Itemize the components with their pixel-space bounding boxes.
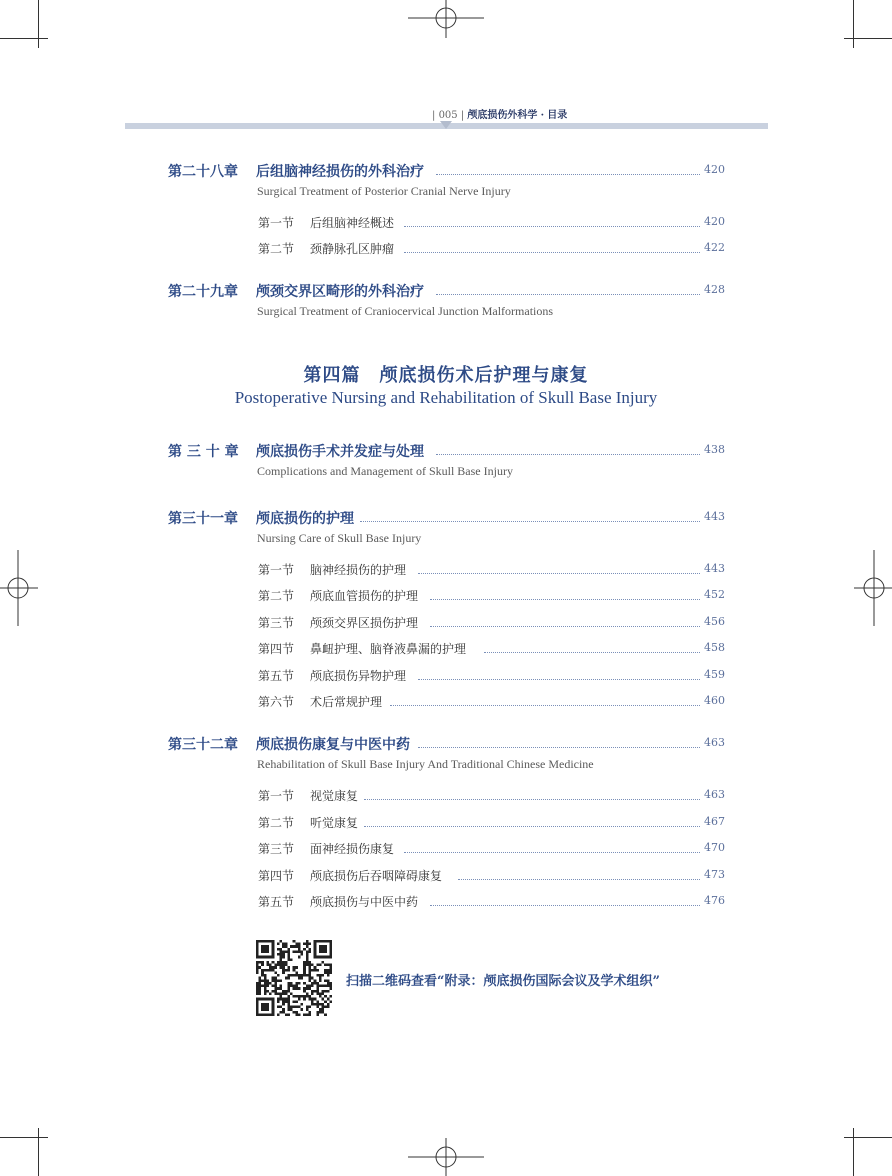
chapter-english-title: Complications and Management of Skull Base Injury xyxy=(257,464,513,478)
section-label: 第六节 xyxy=(258,695,295,709)
page-number: 473 xyxy=(704,868,725,881)
section-label: 第四节 xyxy=(258,869,295,883)
section-title: 颅底损伤后吞咽障碍康复 xyxy=(310,867,445,884)
registration-mark-top xyxy=(406,0,486,40)
header-notch xyxy=(440,121,452,129)
page-number: 476 xyxy=(704,894,725,907)
page-number: 422 xyxy=(704,241,725,254)
dot-leader xyxy=(418,679,700,680)
section-label: 第二节 xyxy=(258,816,295,830)
section-label: 第一节 xyxy=(258,216,295,230)
toc-chapter-29[interactable] xyxy=(0,281,892,301)
section-label: 第一节 xyxy=(258,789,295,803)
chapter-title: 颅底损伤的护理 xyxy=(256,508,358,528)
section-title: 术后常规护理 xyxy=(310,693,385,710)
toc-section[interactable] xyxy=(0,693,892,713)
section-title: 颈静脉孔区肿瘤 xyxy=(310,240,397,257)
dot-leader xyxy=(430,599,700,600)
header-book-title: 颅底损伤外科学 xyxy=(467,110,538,121)
toc-chapter-31[interactable] xyxy=(0,508,892,528)
page-number: 443 xyxy=(704,510,725,523)
dot-leader xyxy=(364,799,700,800)
running-header: | 005 | 颅底损伤外科学 · 目录 xyxy=(432,110,568,121)
chapter-english-title: Rehabilitation of Skull Base Injury And Traditional Chinese Medicine xyxy=(257,757,594,771)
dot-leader xyxy=(360,521,700,522)
chapter-label: 第三十二章 xyxy=(168,737,238,753)
section-title: 后组脑神经概述 xyxy=(310,214,397,231)
dot-leader xyxy=(430,626,700,627)
toc-section[interactable] xyxy=(0,587,892,607)
toc-section[interactable] xyxy=(0,561,892,581)
dot-leader xyxy=(404,852,700,853)
page-number: 470 xyxy=(704,841,725,854)
section-title: 颅底损伤异物护理 xyxy=(310,667,409,684)
toc-section[interactable] xyxy=(0,787,892,807)
dot-leader xyxy=(404,226,700,227)
page-number: 443 xyxy=(704,562,725,575)
toc-section[interactable] xyxy=(0,867,892,887)
toc-section[interactable] xyxy=(0,240,892,260)
chapter-title: 颅颈交界区畸形的外科治疗 xyxy=(256,281,428,301)
chapter-title: 后组脑神经损伤的外科治疗 xyxy=(256,161,428,181)
chapter-label: 第三十一章 xyxy=(168,511,238,527)
toc-section[interactable] xyxy=(0,667,892,687)
section-label: 第三节 xyxy=(258,842,295,856)
page-number: 460 xyxy=(704,694,725,707)
dot-leader xyxy=(418,747,700,748)
section-title: 鼻衄护理、脑脊液鼻漏的护理 xyxy=(310,640,469,657)
section-label: 第四节 xyxy=(258,642,295,656)
page-number: 420 xyxy=(704,163,725,176)
toc-section[interactable] xyxy=(0,893,892,913)
page-number: 452 xyxy=(704,588,725,601)
toc-section[interactable] xyxy=(0,214,892,234)
toc-section[interactable] xyxy=(0,640,892,660)
dot-leader xyxy=(436,294,700,295)
chapter-title: 颅底损伤康复与中医中药 xyxy=(256,734,414,754)
section-label: 第三节 xyxy=(258,616,295,630)
section-title: 颅底损伤与中医中药 xyxy=(310,893,421,910)
page-number: 467 xyxy=(704,815,725,828)
toc-section[interactable] xyxy=(0,814,892,834)
header-separator: · xyxy=(540,110,545,121)
dot-leader xyxy=(436,454,700,455)
chapter-title: 颅底损伤手术并发症与处理 xyxy=(256,441,428,461)
chapter-english-title: Surgical Treatment of Posterior Cranial Nerve Injury xyxy=(257,184,511,198)
part-english-title: Postoperative Nursing and Rehabilitation of Skull Base Injury xyxy=(234,388,658,407)
chapter-label: 第二十九章 xyxy=(168,284,238,300)
dot-leader xyxy=(484,652,700,653)
page-number: 428 xyxy=(704,283,725,296)
dot-leader xyxy=(418,573,700,574)
qr-caption: 扫描二维码查看“附录：颅底损伤国际会议及学术组织” xyxy=(346,974,660,989)
section-title: 视觉康复 xyxy=(310,787,361,804)
page-number: 463 xyxy=(704,788,725,801)
dot-leader xyxy=(458,879,700,880)
page-number: 459 xyxy=(704,668,725,681)
dot-leader xyxy=(430,905,700,906)
toc-section[interactable] xyxy=(0,840,892,860)
section-label: 第二节 xyxy=(258,589,295,603)
page-number: 463 xyxy=(704,736,725,749)
qr-code[interactable] xyxy=(256,940,332,1016)
page-number: 438 xyxy=(704,443,725,456)
chapter-english-title: Surgical Treatment of Craniocervical Junction Malformations xyxy=(257,304,554,318)
dot-leader xyxy=(436,174,700,175)
toc-chapter-32[interactable] xyxy=(0,734,892,754)
page-number: 420 xyxy=(704,215,725,228)
section-title: 脑神经损伤的护理 xyxy=(310,561,409,578)
dot-leader xyxy=(364,826,700,827)
section-title: 颅颈交界区损伤护理 xyxy=(310,614,421,631)
header-section: 目录 xyxy=(547,110,568,121)
header-page-number: 005 xyxy=(438,110,458,121)
chapter-english-title: Nursing Care of Skull Base Injury xyxy=(257,531,422,545)
page-number: 458 xyxy=(704,641,725,654)
part-title: 第四篇 颅底损伤术后护理与康复 xyxy=(303,365,589,386)
chapter-label: 第 三 十 章 xyxy=(168,444,239,460)
page-number: 456 xyxy=(704,615,725,628)
toc-chapter-30[interactable] xyxy=(0,441,892,461)
dot-leader xyxy=(404,252,700,253)
section-label: 第五节 xyxy=(258,669,295,683)
section-label: 第五节 xyxy=(258,895,295,909)
section-title: 面神经损伤康复 xyxy=(310,840,397,857)
registration-mark-bottom xyxy=(406,1136,486,1176)
section-label: 第一节 xyxy=(258,563,295,577)
section-title: 颅底血管损伤的护理 xyxy=(310,587,421,604)
toc-section[interactable] xyxy=(0,614,892,634)
section-label: 第二节 xyxy=(258,242,295,256)
section-title: 听觉康复 xyxy=(310,814,361,831)
chapter-label: 第二十八章 xyxy=(168,164,238,180)
dot-leader xyxy=(390,705,700,706)
toc-chapter-28[interactable] xyxy=(0,161,892,181)
